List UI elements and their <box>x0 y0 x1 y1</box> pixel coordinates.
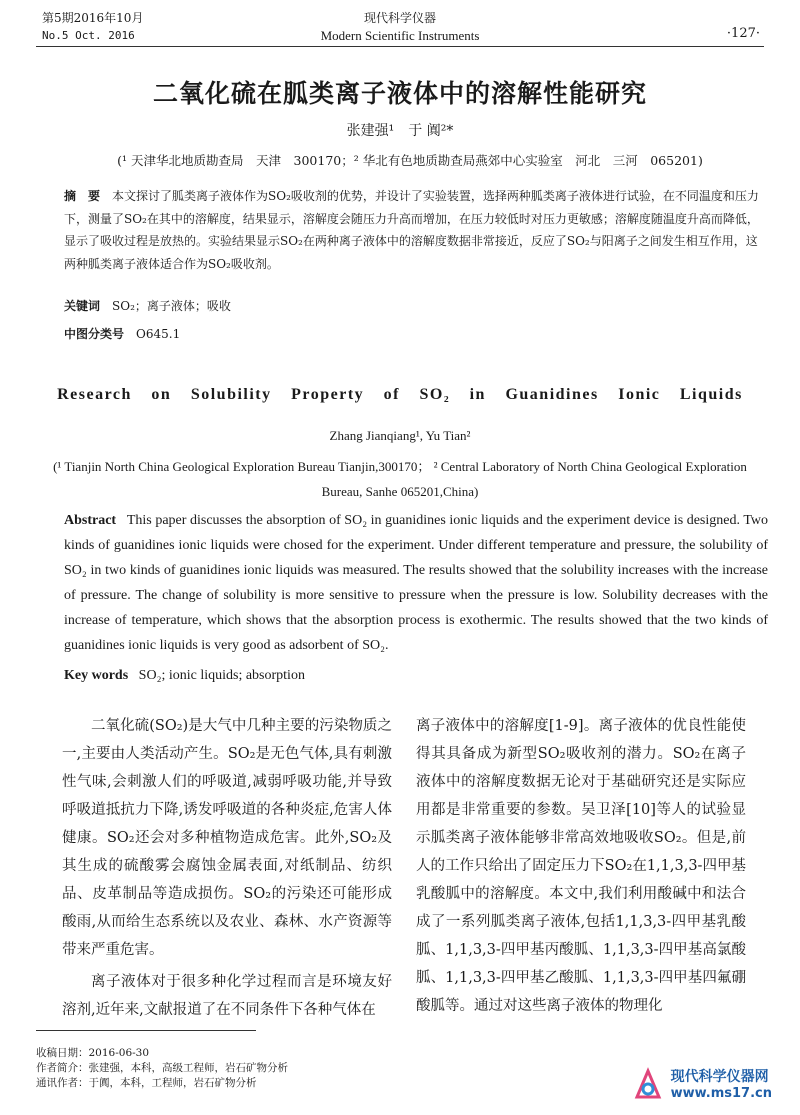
paper-title-en: Research on Solubility Property of SO₂ in Guanidines Ionic Liquids <box>57 386 743 403</box>
footnote-divider <box>36 1030 256 1031</box>
clc-label: 中图分类号 <box>64 327 125 341</box>
keywords-en <box>64 668 305 684</box>
keywords-cn-label: 关键词 <box>64 299 101 313</box>
issue-en: No.5 Oct. 2016 <box>42 29 135 42</box>
body-paragraph: 二氧化硫(SO₂)是大气中几种主要的污染物质之一,主要由人类活动产生。SO₂是无色气体,具有刺激性气味,会刺激人们的呼吸道,减弱呼吸功能,并导致呼吸道抵抗力下降,诱发呼吸道的各种炎症,危害人体健康。SO₂还会对多种植物造成危害。此外,SO₂及其生成的硫酸雾会腐蚀金属表面,对纸制品、纺织品、皮革制品等造成损伤。SO₂的污染还可能形成酸雨,从而给生态系统以及农业、森林、水产资源等带来严重危害。 <box>62 718 392 958</box>
abstract-cn <box>64 185 764 275</box>
body-paragraph: 离子液体对于很多种化学过程而言是环境友好溶剂,近年来,文献报道了在不同条件下各种气体在 <box>62 974 392 1018</box>
body-column-left <box>62 712 392 1024</box>
page-number: ·127· <box>726 26 760 41</box>
clc-text: O645.1 <box>136 327 181 341</box>
paper-authors-en: Zhang Jianqiang¹, Yu Tian² <box>329 428 471 443</box>
abstract-en-label: Abstract <box>64 513 117 528</box>
paper-affiliation-en: (¹ Tianjin North China Geological Exploration Bureau Tianjin,300170； ² Central Laboratory of North China Geological Exploration Bureau, Sanhe 065201,China) <box>53 459 747 499</box>
footnote-author: 作者简介：张建强，本科，高级工程师，岩石矿物分析 <box>36 1062 288 1074</box>
journal-cn: 现代科学仪器 <box>363 11 436 25</box>
footnotes <box>36 1046 288 1091</box>
watermark-text: 现代科学仪器网 <box>670 1069 769 1085</box>
paper-authors: 张建强¹ 于 阗²* <box>346 123 454 139</box>
body-column-right <box>416 712 746 1020</box>
paper-title: 二氧化硫在胍类离子液体中的溶解性能研究 <box>152 79 647 108</box>
footnote-corresponding: 通讯作者：于阗，本科，工程师，岩石矿物分析 <box>36 1077 257 1089</box>
journal-en: Modern Scientific Instruments <box>320 28 480 43</box>
keywords-en-label: Key words <box>64 668 129 683</box>
keywords-cn-text: SO₂；离子液体；吸收 <box>112 299 231 313</box>
header-divider <box>36 46 764 47</box>
watermark-url[interactable]: www.ms17.cn <box>670 1086 772 1101</box>
keywords-cn <box>64 297 231 314</box>
paper-affiliation: (¹ 天津华北地质勘查局 天津 300170；² 华北有色地质勘查局燕郊中心实验室 河北 三河 065201) <box>117 153 703 168</box>
clc-number <box>64 325 180 342</box>
issue-cn: 第5期2016年10月 <box>42 11 144 25</box>
site-watermark <box>631 1066 772 1101</box>
keywords-en-text: SO₂; ionic liquids; absorption <box>138 668 305 683</box>
abstract-cn-label: 摘 要 <box>64 189 101 203</box>
journal-name <box>0 10 800 44</box>
watermark-logo-icon <box>631 1067 665 1101</box>
body-paragraph: 离子液体中的溶解度[1-9]。离子液体的优良性能使得其具备成为新型SO₂吸收剂的潜力。SO₂在离子液体中的溶解度数据无论对于基础研究还是实际应用都是非常重要的参数。吴卫泽[10]等人的试验显示胍类离子液体能够非常高效地吸收SO₂。但是,前人的工作只给出了固定压力下SO₂在1,1,3,3-四甲基乳酸胍中的溶解度。本文中,我们利用酸碱中和法合成了一系列胍类离子液体,包括1,1,3,3-四甲基乳酸胍、1,1,3,3-四甲基丙酸胍、1,1,3,3-四甲基高氯酸胍、1,1,3,3-四甲基乙酸胍、1,1,3,3-四甲基四氟硼酸胍等。通过对这些离子液体的物理化 <box>416 718 746 1014</box>
abstract-cn-text: 本文探讨了胍类离子液体作为SO₂吸收剂的优势，并设计了实验装置，选择两种胍类离子液体进行试验，在不同温度和压力下，测量了SO₂在其中的溶解度，结果显示，溶解度会随压力升高而增加，在压力较低时对压力更敏感；溶解度随温度升高而降低，显示了吸收过程是放热的。实验结果显示SO₂在两种离子液体中的溶解度数据非常接近，反应了SO₂与阳离子之间发生相互作用，这两种胍类离子液体适合作为SO₂吸收剂。 <box>64 189 759 271</box>
abstract-en <box>64 508 768 658</box>
footnote-received: 收稿日期：2016-06-30 <box>36 1047 150 1059</box>
abstract-en-text: This paper discusses the absorption of SO₂ in guanidines ionic liquids and the experiment device is designed. Two kinds of guanidines ionic liquids were chosed for the experiment. Under different temperature and pressure, the solubility of SO₂ in two kinds of guanidines ionic liquids was measured. The results showed that the solubility increases with the increase of pressure. The change of solubility is more sensitive to pressure when the pressure is low. Solubility decreases with the increase of temperature, which shows that the absorption process is exothermic. The results showed that the two kinds of guanidines ionic liquids is very good as adsorbent of SO₂. <box>64 513 769 653</box>
